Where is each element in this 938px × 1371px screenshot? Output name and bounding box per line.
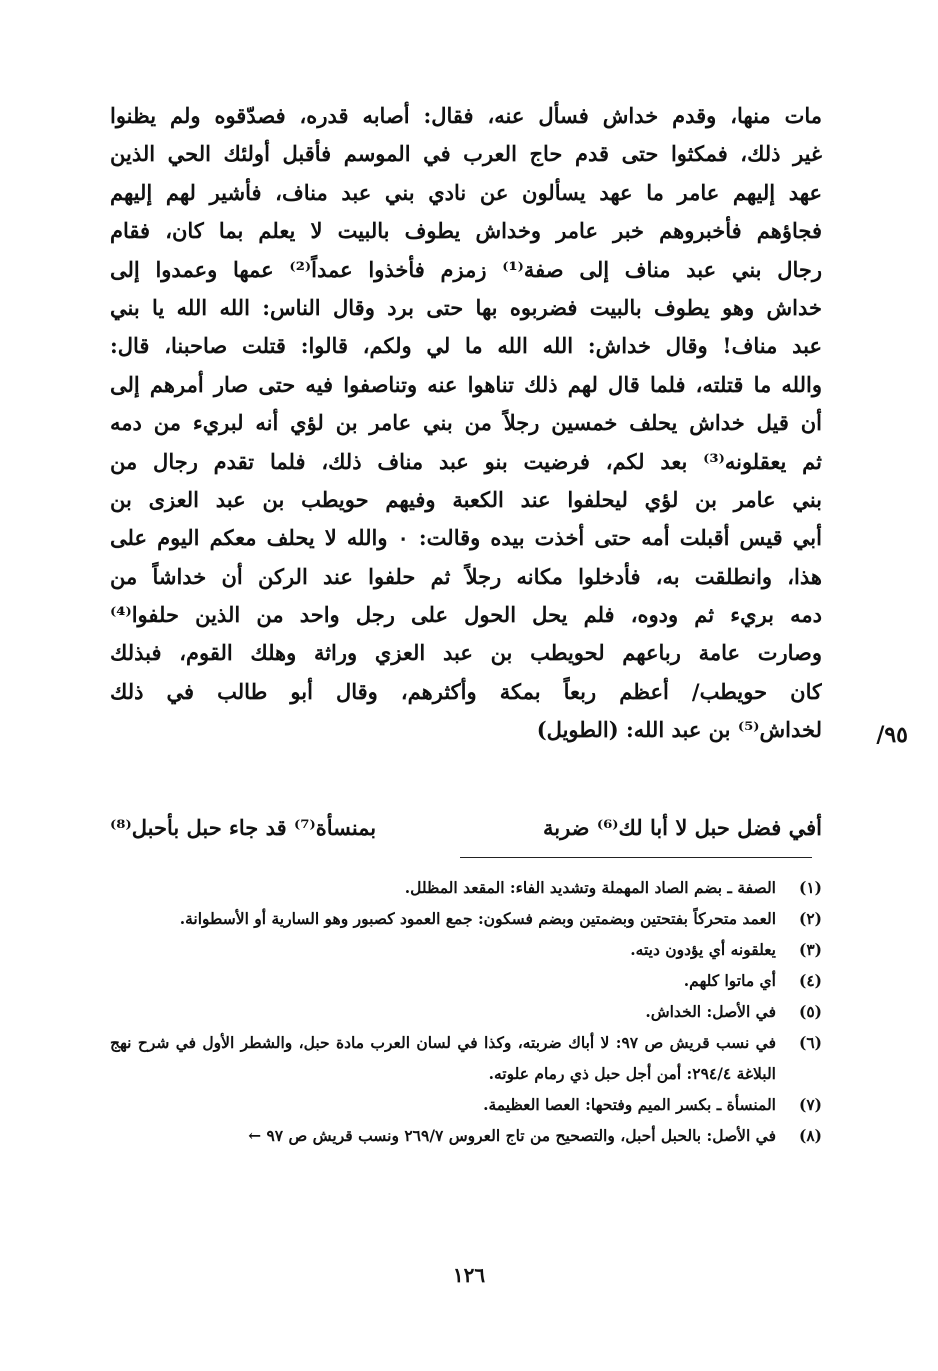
poem-first-hemistich: أفي فضل حبل لا أبا لك⁽⁶⁾ ضربة: [542, 814, 822, 840]
text-line: عبد مناف! وقال خداش: الله الله ما لي ولكم، قالوا: قتلت صاحبنا، قال:: [110, 333, 822, 359]
text-line: لخداش⁽⁵⁾ بن عبد الله: (الطويل): [536, 717, 822, 743]
footnote-number: (٧): [798, 1095, 822, 1114]
text-line: ثم يعقلونه⁽³⁾ بعد لكم، فرضيت بنو عبد مناف ذلك، فلما تقدم رجال من: [110, 448, 822, 474]
main-text: [110, 97, 822, 750]
text-line: والله ما قتلته، فلما قال لهم ذلك تناهوا عنه وتناصفوا فيه حتى صار أمرهم إلى: [110, 371, 822, 397]
text-line: هذا، وانطلقت به، فأدخلوا مكانه رجلاً ثم حلفوا عند الركن أن خداشاً من: [110, 563, 822, 589]
footnote: [110, 1120, 822, 1151]
footnote-text: أي ماتوا كلهم.: [683, 971, 776, 990]
footnotes: [110, 872, 822, 1151]
text-line: دمه بريء ثم ودوه، فلم يحل الحول على رجل واحد من الذين حلفوا⁽⁴⁾: [110, 602, 822, 628]
footnote-number: (٥): [798, 1002, 822, 1021]
poem-second-hemistich: بمنسأة⁽⁷⁾ قد جاء حبل بأحبل⁽⁸⁾: [110, 814, 377, 840]
footnote: [110, 1027, 822, 1089]
footnote-text: في الأصل: الخداش.: [645, 1002, 776, 1021]
footnote-text: المنسأة ـ بكسر الميم وفتحها: العصا العظيمة.: [483, 1095, 776, 1114]
text-line: كان حويطب/ أعظم ربعاً بمكة وأكثرهم، وقال أبو طالب في ذلك: [110, 678, 822, 704]
footnote-number: (٦): [798, 1033, 822, 1052]
footnote-text: في الأصل: بالحبل أحبل، والتصحيح من تاج العروس ٢٦٩/٧ ونسب قريش ص ٩٧ ←: [248, 1126, 776, 1145]
margin-page-marker: ٩٥/: [876, 722, 908, 748]
footnote-number: (١): [798, 878, 822, 897]
footnote-number: (٢): [798, 909, 822, 928]
footnote: [110, 934, 822, 965]
text-line: وصارت عامة رباعهم لحويطب بن عبد العزي وراثة وهلك القوم، فبذلك: [110, 640, 822, 666]
footnote: [110, 903, 822, 934]
footnote-text: في نسب قريش ص ٩٧: لا أباك ضربته، وكذا في لسان العرب مادة حبل، والشطر الأول في شرح نهج البلاغة ٢٩٤/٤: أمن أجل حبل ذي رمام علوته.: [110, 1033, 776, 1083]
text-line: فجاؤهم فأخبروهم خبر عامر وخداش يطوف بالبيت لا يعلم بما كان، فقام: [110, 218, 822, 244]
footnote-number: (٤): [798, 971, 822, 990]
page-number: ١٢٦: [452, 1263, 486, 1287]
footnote-text: الصفة ـ بضم الصاد المهملة وتشديد الفاء: المقعد المظلل.: [404, 878, 776, 897]
footnote-divider: [460, 857, 812, 858]
footnote: [110, 965, 822, 996]
footnote: [110, 872, 822, 903]
text-line: أن قيل خداش يحلف خمسين رجلاً من بني عامر بن لؤي أنه لبريء من دمه: [110, 410, 822, 436]
footnote-text: العمد متحركاً بفتحتين وبضمتين وبضم فسكون: جمع العمود كصبور وهو السارية أو الأسطوانة.: [179, 909, 776, 928]
text-line: رجال بني عبد مناف إلى صفة⁽¹⁾ زمزم فأخذوا عمداً⁽²⁾ عمها وعمدوا إلى: [110, 256, 822, 282]
footnote-number: (٣): [798, 940, 822, 959]
text-line: خداش وهو يطوف بالبيت فضربوه بها حتى برد وقال الناس: الله الله يا بني: [110, 294, 822, 320]
text-line: غير ذلك، فمكثوا حتى قدم حاج العرب في الموسم فأقبل أولئك الحي الذين: [110, 141, 822, 167]
text-line: أبي قيس أقبلت أمه حتى أخذت بيده وقالت: ٠ والله لا يحلف معكم اليوم على: [110, 525, 822, 551]
text-line: بني عامر بن لؤي ليحلفوا عند الكعبة وفيهم حويطب بن عبد العزى بن: [110, 486, 822, 512]
text-line: مات منها، وقدم خداش فسأل عنه، فقال: أصابه قدره، فصدّقوه ولم يظنوا: [110, 103, 822, 128]
poem-verse: [110, 805, 822, 849]
footnote-number: (٨): [798, 1126, 822, 1145]
text-line: عهد إليهم عامر ما عهد يسألون عن نادي بني عبد مناف، فأشير لهم إليهم: [110, 179, 822, 205]
footnote: [110, 996, 822, 1027]
footnote: [110, 1089, 822, 1120]
footnote-text: يعلقونه أي يؤدون ديته.: [630, 940, 776, 959]
